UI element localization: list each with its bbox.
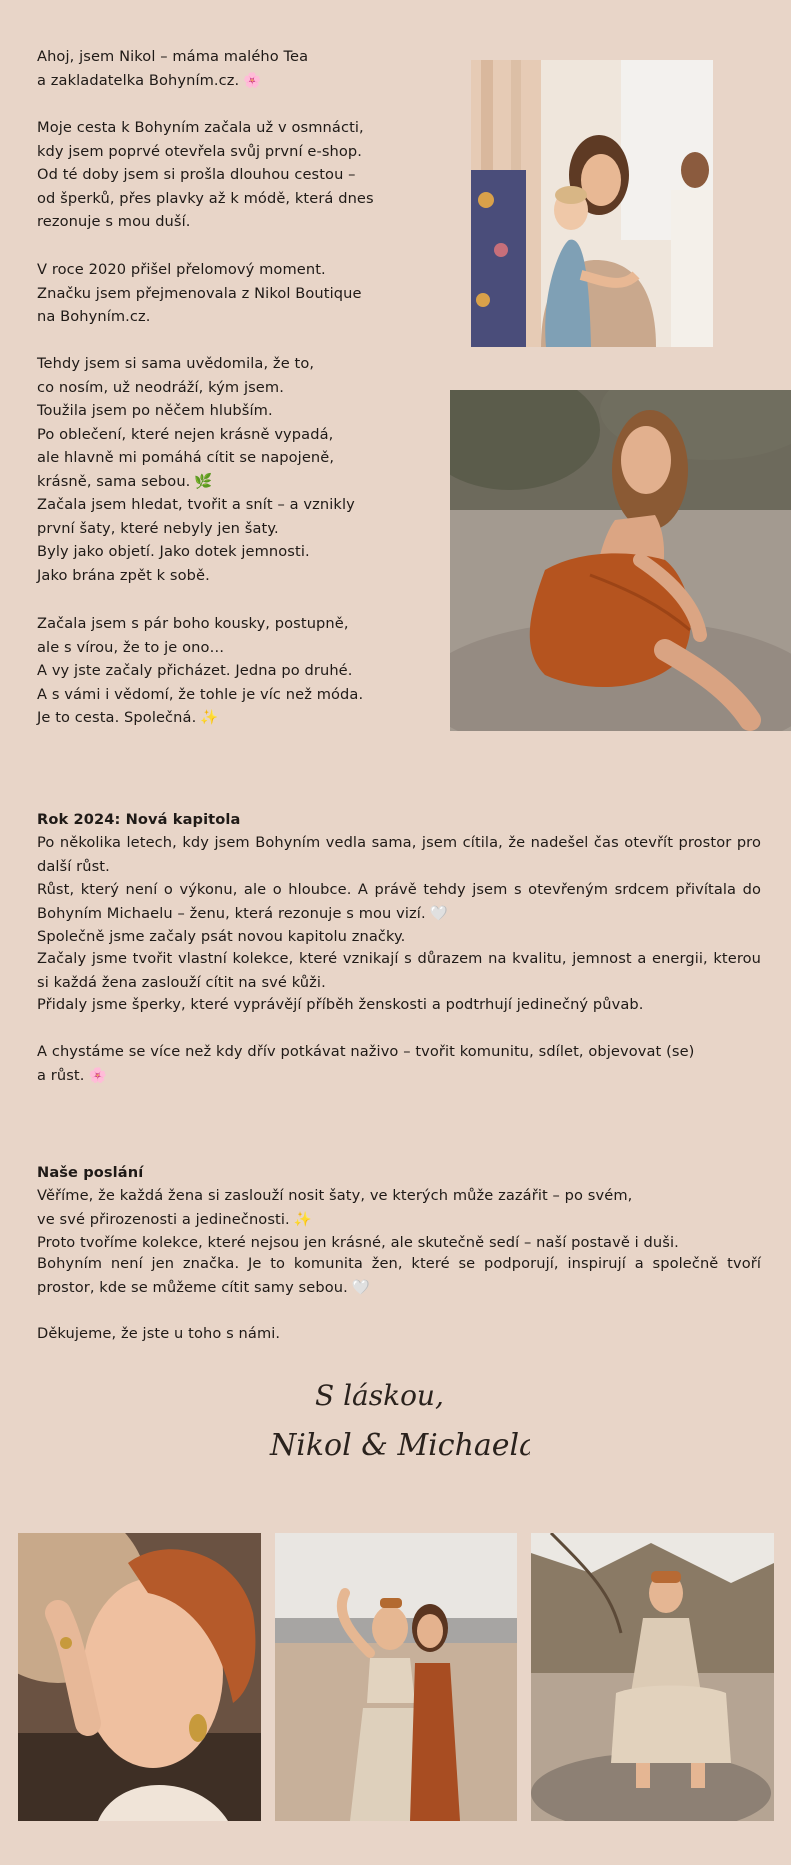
chapter-p3: Společně jsme začaly psát novou kapitolu značky. — [37, 928, 406, 945]
intro-journey: Moje cesta k Bohyním začala už v osmnácti, kdy jsem poprvé otevřela svůj první e-shop. Od té doby jsem si prošla dlouhou cestou – od šperků, přes plavky až k módě, která dnes rezonuje s mou duší. — [37, 119, 374, 230]
chapter-heading: Rok 2024: Nová kapitola — [37, 810, 241, 828]
photo-mother-with-child — [471, 60, 713, 347]
intro-realization: Tehdy jsem si sama uvědomila, že to, co nosím, už neodráží, kým jsem. Toužila jsem po něčem hlubším. Po oblečení, které nejen krásně vypadá, ale hlavně mi pomáhá cítit se napojeně, krásně, sama sebou. 🌿 — [37, 352, 334, 493]
leaf-icon: 🌿 — [194, 472, 213, 490]
intro-boho-start: Začala jsem s pár boho kousky, postupně, ale s vírou, že to je ono… A vy jste začaly přicházet. Jedna po druhé. A s vámi i vědomí, že tohle je víc než móda. Je to cesta. Společná. ✨ — [37, 612, 363, 730]
sparkle-icon: ✨ — [200, 709, 219, 726]
sparkle-icon: ✨ — [293, 1210, 313, 1228]
flower-icon: 🌸 — [88, 1066, 107, 1084]
chapter-p1: Po několika letech, kdy jsem Bohyním vedla sama, jsem cítila, že nadešel čas otevřít prostor pro další růst. — [37, 834, 761, 875]
photo-woman-rust-dress — [450, 390, 791, 731]
intro-rename: V roce 2020 přišel přelomový moment. Značku jsem přejmenovala z Nikol Boutique na Bohyním.cz. — [37, 261, 362, 325]
mission-p3: Bohyním není jen značka. Je to komunita žen, které se podporují, inspirují a společně tvoří prostor, kde se můžeme cítit samy sebou. 🤍 — [37, 1252, 761, 1299]
mission-thanks: Děkujeme, že jste u toho s námi. — [37, 1325, 281, 1342]
chapter-p5: Přidaly jsme šperky, které vyprávějí příběh ženskosti a podtrhují jedinečný půvab. — [37, 996, 644, 1013]
signature — [260, 1365, 530, 1475]
mission-section — [37, 1137, 761, 1255]
photo-woman-turban-earrings — [18, 1533, 261, 1821]
photo-two-women-beach — [275, 1533, 517, 1821]
mission-p1: Věříme, že každá žena si zaslouží nosit šaty, ve kterých může zazářit – po svém, ve své přirozenosti a jedinečnosti. — [37, 1187, 633, 1228]
chapter-p2: Růst, který není o výkonu, ale o hloubce. A právě tehdy jsem s otevřeným srdcem přivítala do Bohyním Michaelu – ženu, která rezonuje s mou vizí. — [37, 881, 761, 922]
chapter-p4: Začaly jsme tvořit vlastní kolekce, které vznikají s důrazem na kvalitu, jemnost a energii, kterou si každá žena zaslouží cítit na své kůži. — [37, 950, 761, 991]
mission-p2: Proto tvoříme kolekce, které nejsou jen krásné, ale skutečně sedí – naší postavě i duši. — [37, 1234, 679, 1251]
signature-line2: Nikol & Michaela — [270, 1428, 530, 1463]
intro-first-dresses: Začala jsem hledat, tvořit a snít – a vznikly první šaty, které nebyly jen šaty. Byly jako objetí. Jako dotek jemnosti. Jako brána zpět k sobě. — [37, 496, 355, 584]
chapter-p6: A chystáme se více než kdy dřív potkávat naživo – tvořit komunitu, sdílet, objevovat (se) a růst. 🌸 — [37, 1040, 761, 1087]
white-heart-icon: 🤍 — [429, 904, 448, 922]
white-heart-icon: 🤍 — [351, 1278, 371, 1296]
intro-greeting: Ahoj, jsem Nikol – máma malého Tea a zakladatelka Bohyním.cz. 🌸 — [37, 45, 308, 92]
mission-heading: Naše poslání — [37, 1163, 144, 1181]
photo-woman-sitting-rock — [531, 1533, 774, 1821]
flower-icon: 🌸 — [243, 71, 262, 89]
chapter-section — [37, 784, 761, 949]
signature-line1: S láskou, — [315, 1379, 444, 1412]
